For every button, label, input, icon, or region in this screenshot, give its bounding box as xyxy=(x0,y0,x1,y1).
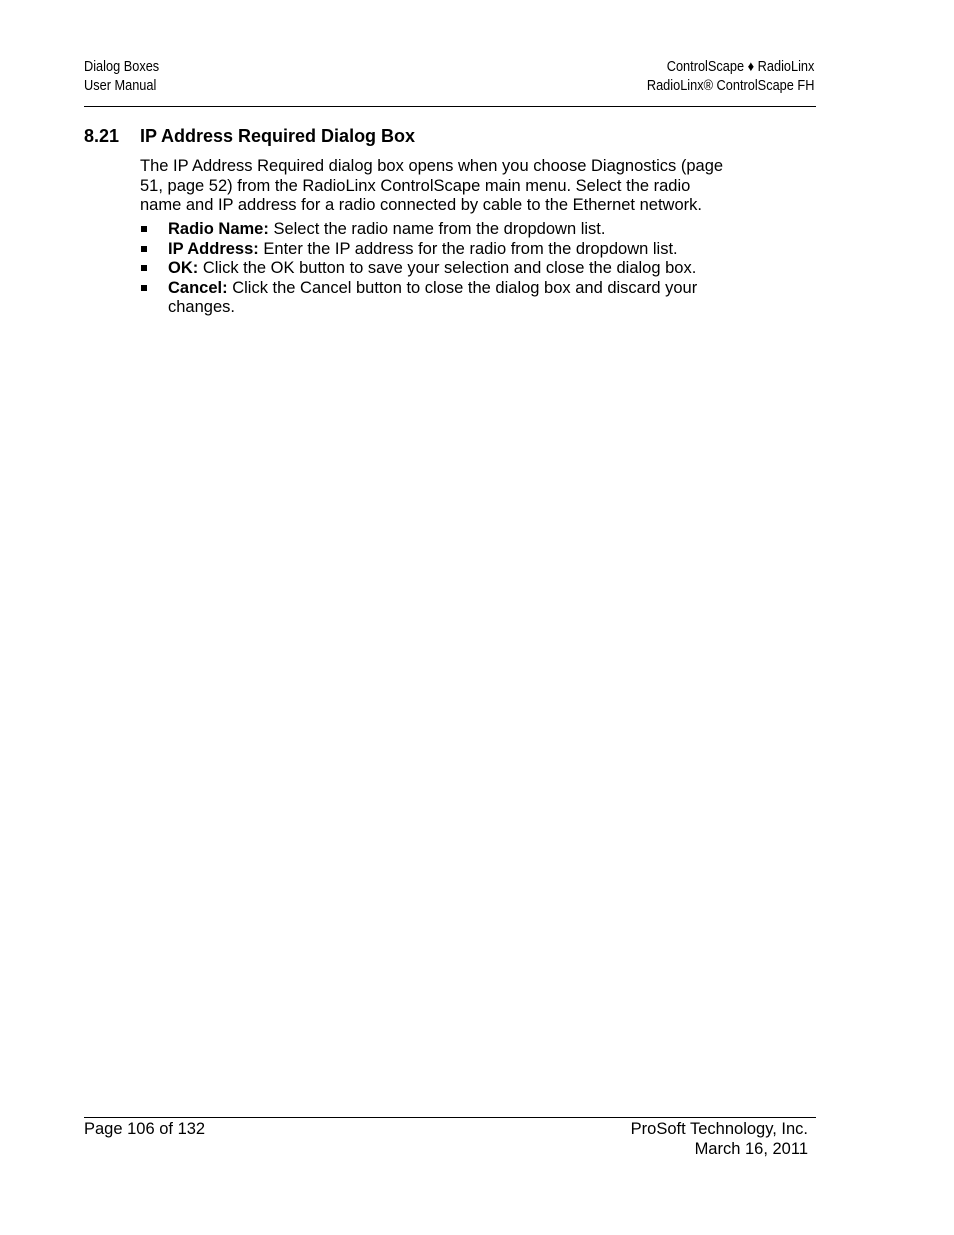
header-chapter: Dialog Boxes xyxy=(84,59,160,75)
header-product: ControlScape ♦ RadioLinx xyxy=(666,59,814,75)
footer-company: ProSoft Technology, Inc. xyxy=(630,1120,808,1138)
square-bullet-icon xyxy=(141,285,147,291)
header-right xyxy=(646,58,814,96)
list-item xyxy=(140,279,760,318)
bullet-term: Cancel: xyxy=(168,278,228,297)
list-item xyxy=(140,220,760,240)
header-left xyxy=(84,58,159,96)
page-number: Page 106 of 132 xyxy=(84,1120,206,1138)
bullet-text: Click the OK button to save your selection and close the dialog box. xyxy=(198,259,697,278)
bullet-term: Radio Name: xyxy=(168,220,269,238)
section-number: 8.21 xyxy=(84,126,120,146)
square-bullet-icon xyxy=(141,246,147,252)
field-description-list xyxy=(140,220,760,318)
square-bullet-icon xyxy=(141,226,147,232)
intro-line: 51, page 52) from the RadioLinx ControlScape main menu. Select the radio xyxy=(140,176,691,195)
intro-paragraph xyxy=(140,157,760,216)
page-header xyxy=(84,58,816,107)
bullet-text: Select the radio name from the dropdown list. xyxy=(268,220,606,238)
bullet-term: OK: xyxy=(168,259,199,278)
list-item xyxy=(140,259,760,279)
header-doc-type: User Manual xyxy=(84,78,157,94)
intro-line: name and IP address for a radio connected by cable to the Ethernet network. xyxy=(140,196,702,215)
bullet-text: Enter the IP address for the radio from the dropdown list. xyxy=(258,239,678,258)
bullet-text: Click the Cancel button to close the dialog box and discard your xyxy=(227,278,698,297)
footer-date: March 16, 2011 xyxy=(694,1139,808,1158)
bullet-term: IP Address: xyxy=(168,239,259,258)
list-item xyxy=(140,240,760,260)
section-heading xyxy=(84,126,415,147)
intro-line: The IP Address Required dialog box opens when you choose Diagnostics (page xyxy=(140,157,724,175)
bullet-text-continued: changes. xyxy=(168,298,235,317)
square-bullet-icon xyxy=(141,265,147,271)
section-title: IP Address Required Dialog Box xyxy=(140,126,416,146)
footer-right xyxy=(631,1120,808,1159)
page-footer xyxy=(84,1117,816,1158)
header-product-variant: RadioLinx® ControlScape FH xyxy=(646,78,814,94)
